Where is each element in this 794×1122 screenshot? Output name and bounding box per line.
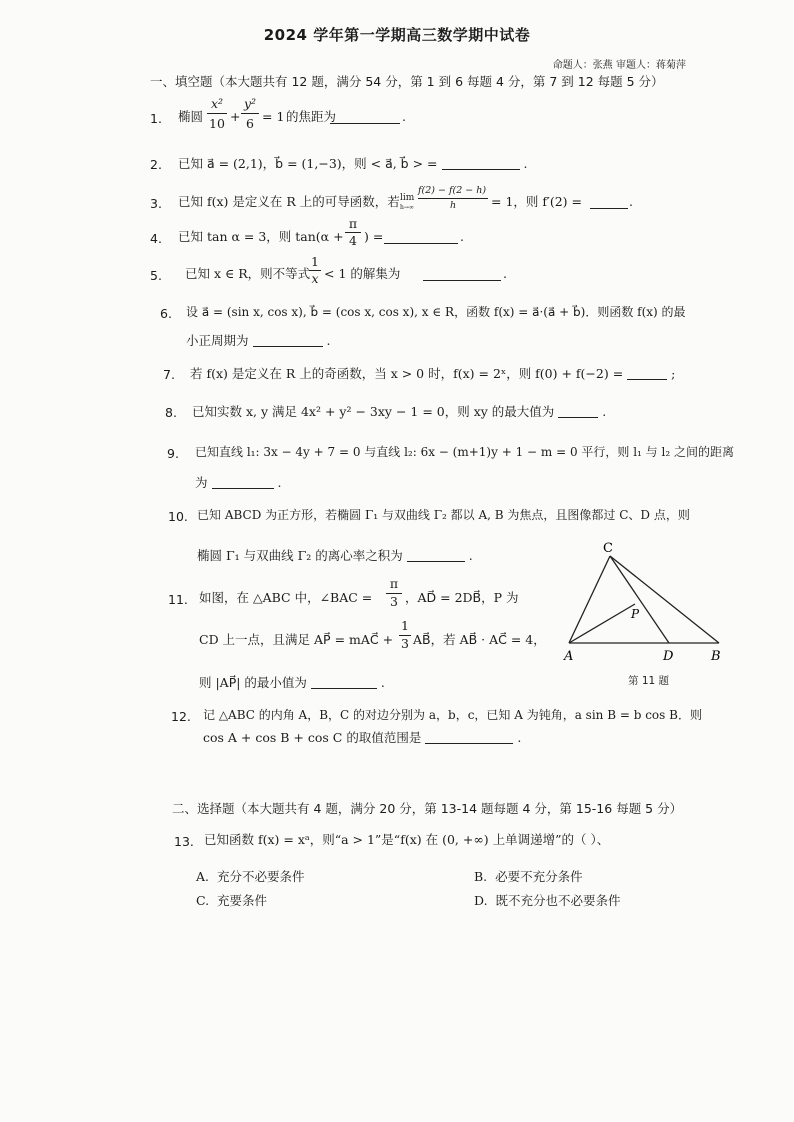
question-6-line2: 小正周期为 .	[186, 333, 331, 348]
question-8: 已知实数 x, y 满足 4x² + y² − 3xy − 1 = 0，则 xy 的最大值为 .	[192, 404, 607, 419]
question-7: 若 f(x) 是定义在 R 上的奇函数，当 x > 0 时，f(x) = 2ˣ，则 f(0) + f(−2) = ;	[190, 366, 676, 381]
question-9-line2: 为 .	[195, 475, 282, 490]
answer-blank-6[interactable]	[253, 334, 323, 347]
question-12-line2: cos A + cos B + cos C 的取值范围是 .	[203, 730, 522, 745]
section-fill-heading: 一、填空题（本大题共有 12 题，满分 54 分，第 1 到 6 每题 4 分，第 7 到 12 每题 5 分）	[150, 74, 664, 89]
segment-ac	[569, 556, 610, 643]
q11-number: 11.	[168, 592, 188, 607]
section-choice-heading: 二、选择题（本大题共有 4 题，满分 20 分，第 13-14 题每题 4 分，第 15-16 每题 5 分）	[172, 801, 683, 816]
segment-cb	[610, 556, 719, 643]
answer-blank-5[interactable]	[423, 268, 501, 281]
answer-blank-11[interactable]	[311, 676, 377, 689]
segment-cd	[610, 556, 669, 643]
label-point-d: D	[663, 649, 674, 664]
label-point-c: C	[603, 541, 613, 556]
figure-caption: 第 11 题	[628, 675, 670, 687]
exam-page: 2024 学年第一学期高三数学期中试卷 命题人：张燕 审题人：蒋菊萍 一、填空题（本大题共有 12 题，满分 54 分，第 1 到 6 每题 4 分，第 7 到 12 每题 5 分） 1. 椭圆 x² 10 + y² 6 = 1 的焦距为 . 2. 已知 a⃗ = (2,1)，b⃗ = (1,−3)，则 < a⃗, b⃗ > = . 3. 已知 f(x) 是定义在 R 上的可导函数，若 lim h→∞ f(2) − f(2 − h) h = 1，则 f′(2) = . 4. 已知 tan α = 3，则 tan(α + π 4 ) = . 5. 已知 x ∈ R，则不等式 1 x < 1 的解集为 . 6. 设 a⃗ = (sin x, cos x), b⃗ = (cos x, cos x), x ∈ R，函数 f(x) = a⃗·(a⃗ + b⃗)．则函数 f(x) 的最 小正周期为 . 7. 若 f(x) 是定义在 R 上的奇函数，当 x > 0 时，f(x) = 2ˣ，则 f(0) + f(−2) = ; 8. 已知实数 x, y 满足 4x² + y² − 3xy − 1 = 0，则 xy 的最大值为 . 9. 已知直线 l₁: 3x − 4y + 7 = 0 与直线 l₂: 6x − (m+1)y + 1 − m = 0 平行，则 l₁ 与 l₂ 之间的距离 为 . 10. 已知 ABCD 为正方形，若椭圆 Γ₁ 与双曲线 Γ₂ 都以 A, B 为焦点，且图像都过 C、D 点，则 椭圆 Γ₁ 与双曲线 Γ₂ 的离心率之积为 . 11. 如图，在 △ABC 中，∠BAC = π 3 ，AD⃗ = 2DB⃗，P 为 CD 上一点，且满足 AP⃗ = mAC⃗ + 1 3 AB⃗，若 AB⃗ · AC⃗ = 4， 则 |AP⃗| 的最小值为 . C P A D B 第 11 题 12. 记 △ABC 的内角 A，B，C 的对边分别为 a，b，c，已知 A 为钝角，a sin B = b cos B．则 cos A + cos B + cos C 的取值范围是 . 二、选择题（本大题共有 4 题，满分 20 分，第 13-14 题每题 4 分，第 15-16 每题 5 分） 13. 已知函数 f(x) = xᵃ，则“a > 1”是“f(x) 在 (0, +∞) 上单调递增”的（ ）、 A. 充分不必要条件 B. 必要不充分条件 C. 充要条件 D. 既不充分也不必要条件	[0, 0, 794, 1122]
q12-number: 12.	[171, 709, 191, 724]
q3-number: 3.	[150, 196, 162, 211]
label-point-p: P	[631, 607, 640, 621]
answer-blank-12[interactable]	[425, 731, 513, 744]
question-11-line3: 则 |AP⃗| 的最小值为 .	[199, 675, 385, 690]
answer-blank-2[interactable]	[442, 157, 520, 170]
question-13: 已知函数 f(x) = xᵃ，则“a > 1”是“f(x) 在 (0, +∞) 上单调递增”的（ ）、	[204, 832, 610, 847]
answer-blank-4[interactable]	[384, 231, 458, 244]
question-10-line1: 已知 ABCD 为正方形，若椭圆 Γ₁ 与双曲线 Γ₂ 都以 A, B 为焦点，且图像都过 C、D 点，则	[197, 508, 690, 522]
answer-blank-7[interactable]	[627, 367, 667, 380]
label-point-a: A	[564, 649, 574, 664]
question-9-line1: 已知直线 l₁: 3x − 4y + 7 = 0 与直线 l₂: 6x − (m+1)y + 1 − m = 0 平行，则 l₁ 与 l₂ 之间的距离	[195, 445, 734, 459]
triangle-figure	[555, 540, 735, 670]
question-12-line1: 记 △ABC 的内角 A，B，C 的对边分别为 a，b，c，已知 A 为钝角，a sin B = b cos B．则	[203, 708, 702, 722]
q1-number: 1.	[150, 111, 162, 126]
authors-line: 命题人：张燕 审题人：蒋菊萍	[552, 60, 686, 71]
q10-number: 10.	[168, 509, 188, 524]
answer-blank-1[interactable]	[330, 111, 400, 124]
q5-number: 5.	[150, 268, 162, 283]
question-10-line2: 椭圆 Γ₁ 与双曲线 Γ₂ 的离心率之积为 .	[197, 548, 473, 563]
question-2: 已知 a⃗ = (2,1)，b⃗ = (1,−3)，则 < a⃗, b⃗ > = .	[178, 156, 528, 171]
page-title: 2024 学年第一学期高三数学期中试卷	[263, 26, 531, 44]
q13-number: 13.	[174, 834, 194, 849]
q2-number: 2.	[150, 157, 162, 172]
answer-blank-10[interactable]	[407, 549, 465, 562]
q7-number: 7.	[163, 367, 175, 382]
option-a[interactable]: A. 充分不必要条件	[196, 869, 305, 884]
option-d[interactable]: D. 既不充分也不必要条件	[474, 893, 621, 908]
option-c[interactable]: C. 充要条件	[196, 893, 268, 908]
answer-blank-9[interactable]	[212, 476, 274, 489]
answer-blank-8[interactable]	[558, 405, 598, 418]
label-point-b: B	[711, 649, 721, 664]
q6-number: 6.	[160, 306, 172, 321]
q4-number: 4.	[150, 231, 162, 246]
q9-number: 9.	[167, 446, 179, 461]
option-b[interactable]: B. 必要不充分条件	[474, 869, 583, 884]
q8-number: 8.	[165, 405, 177, 420]
question-6-line1: 设 a⃗ = (sin x, cos x), b⃗ = (cos x, cos x), x ∈ R，函数 f(x) = a⃗·(a⃗ + b⃗)．则函数 f(x) 的最	[186, 305, 686, 319]
answer-blank-3[interactable]	[590, 196, 628, 209]
